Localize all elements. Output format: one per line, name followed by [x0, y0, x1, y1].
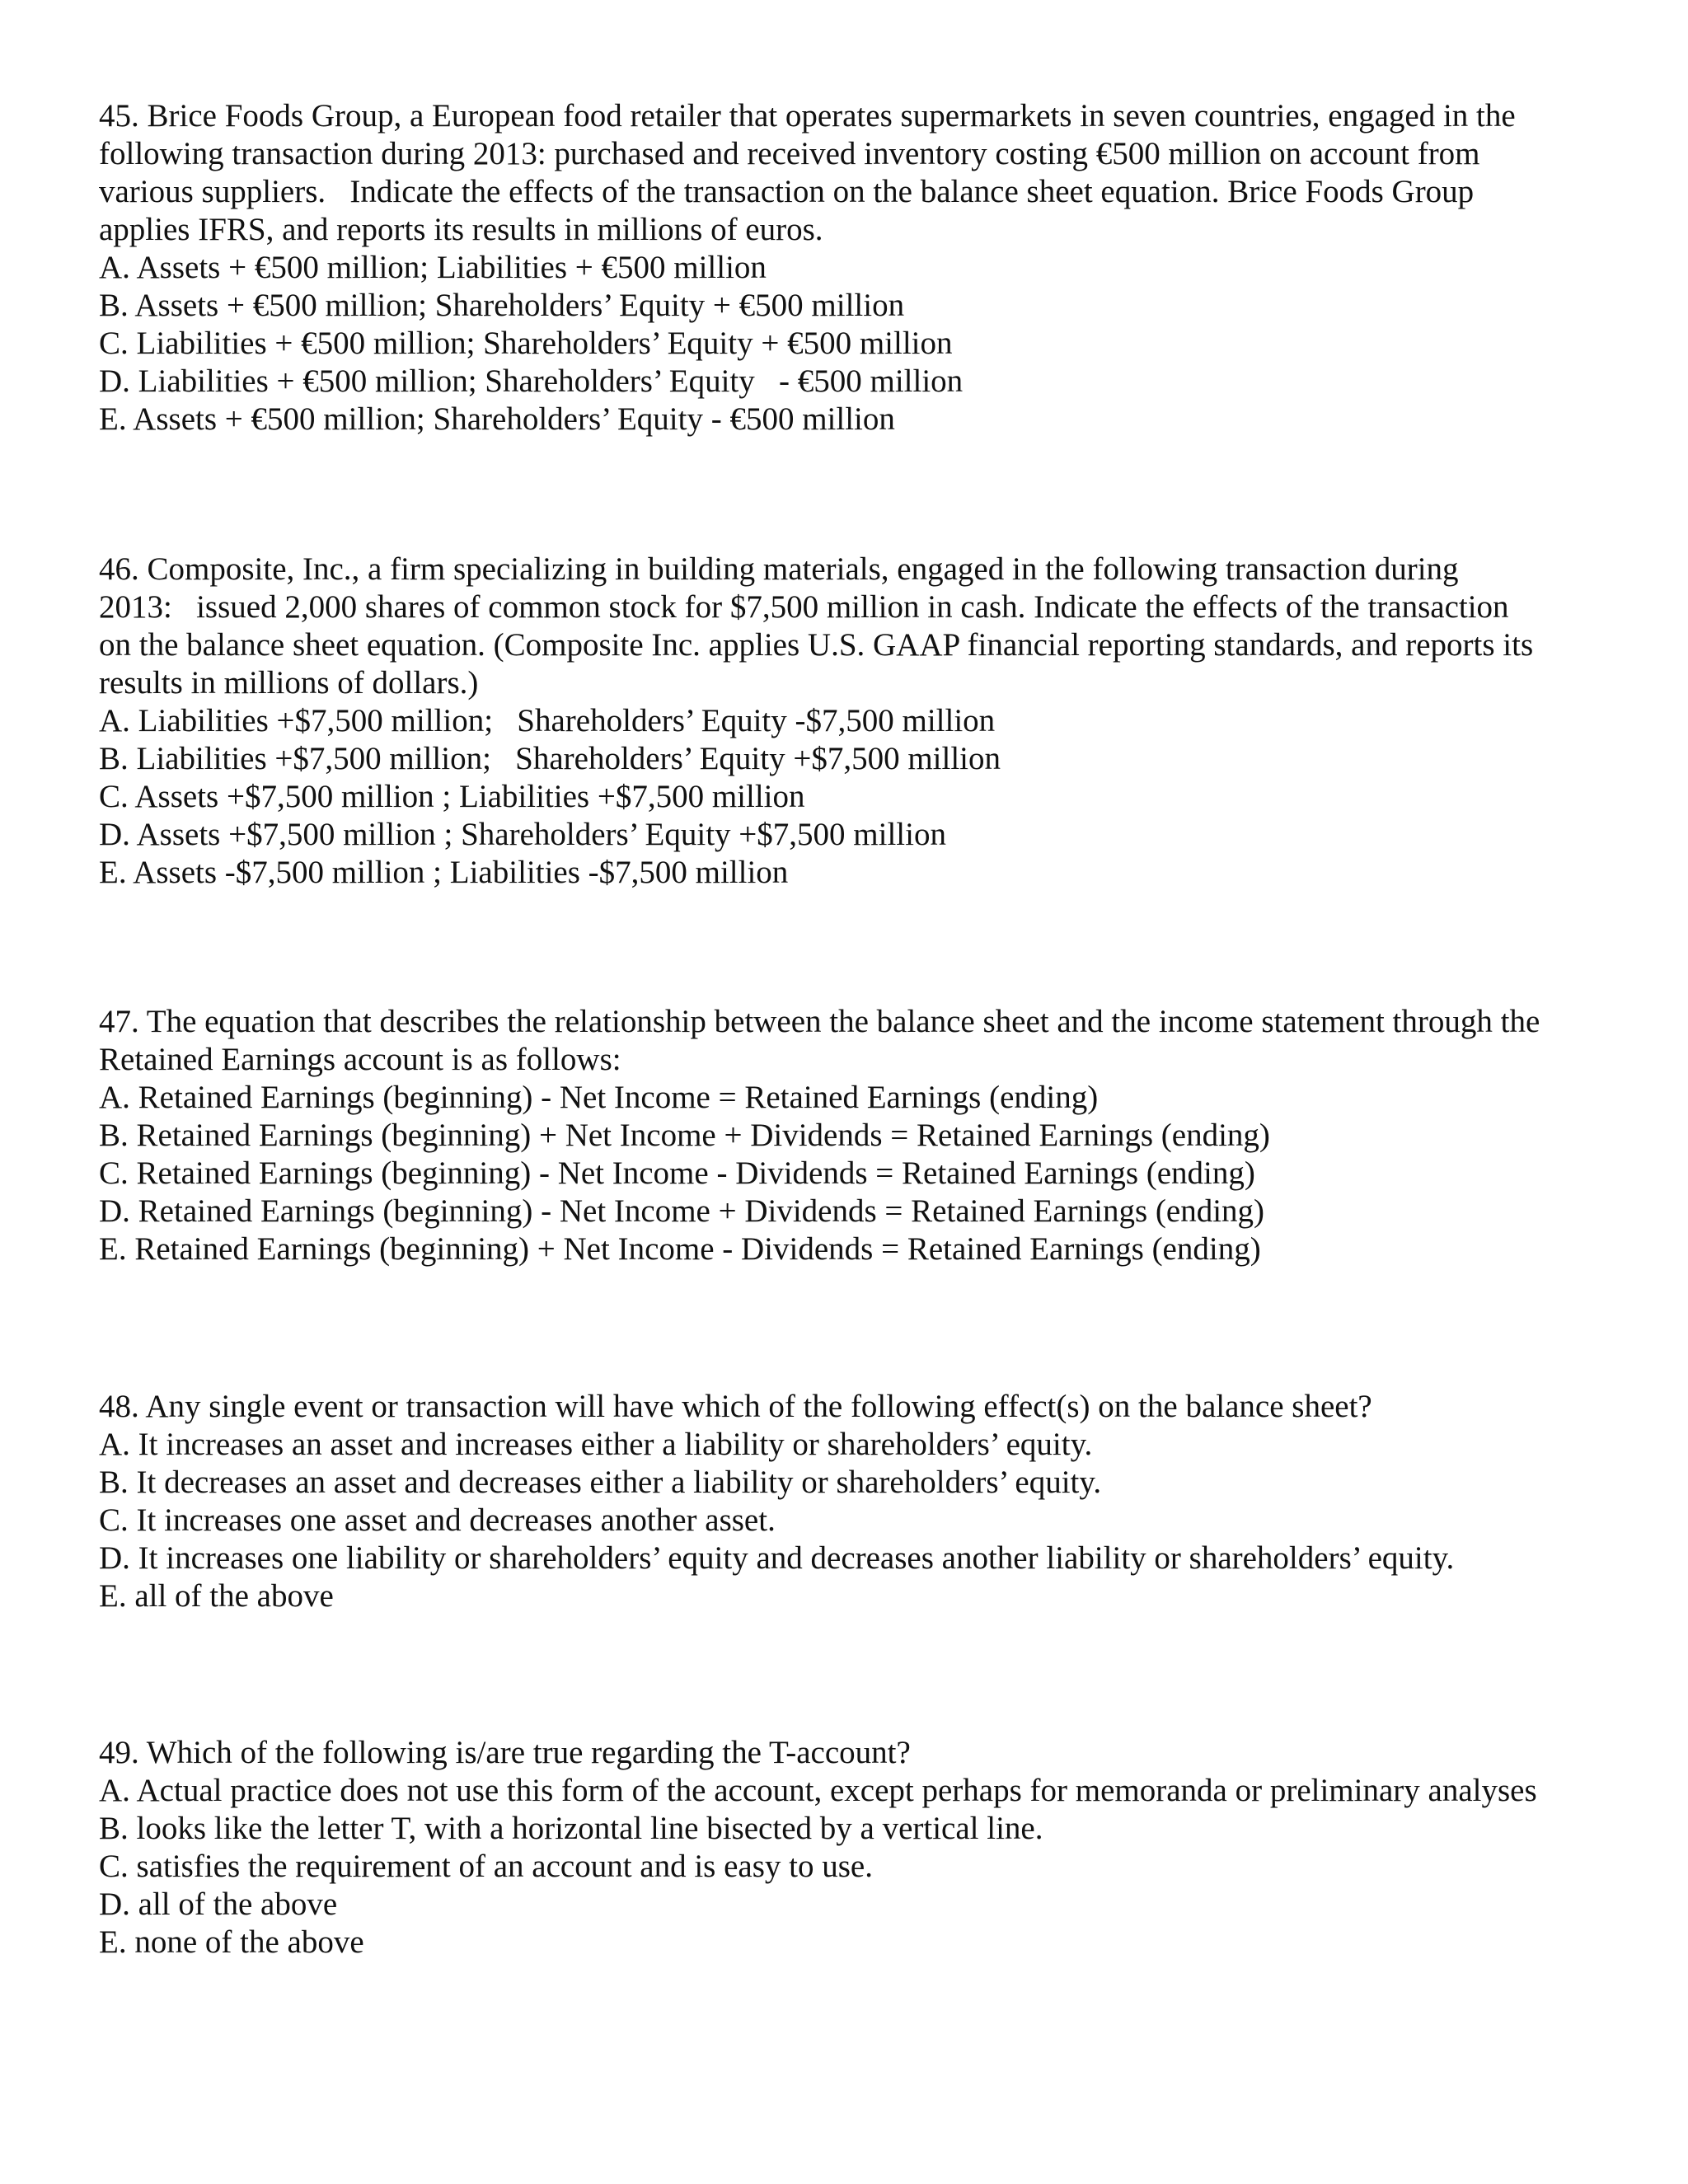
- answer-option-c: C. Assets +$7,500 million ; Liabilities +$7,500 million: [99, 779, 805, 814]
- answer-option-b: B. looks like the letter T, with a horizontal line bisected by a vertical line.: [99, 1811, 1043, 1846]
- answer-option-b: B. Liabilities +$7,500 million; Shareholders’ Equity +$7,500 million: [99, 741, 1001, 776]
- answer-option-e: E. Retained Earnings (beginning) + Net Income - Dividends = Retained Earnings (ending): [99, 1231, 1261, 1267]
- question-text-line: results in millions of dollars.): [99, 665, 479, 701]
- answer-option-d: D. Assets +$7,500 million ; Shareholders’ Equity +$7,500 million: [99, 817, 946, 852]
- answer-option-d: D. Retained Earnings (beginning) - Net Income + Dividends = Retained Earnings (ending): [99, 1193, 1265, 1229]
- question-text-line: 49. Which of the following is/are true regarding the T-account?: [99, 1735, 911, 1770]
- answer-option-a: A. Liabilities +$7,500 million; Shareholders’ Equity -$7,500 million: [99, 703, 996, 738]
- question-45: [99, 97, 1607, 438]
- answer-option-e: E. Assets -$7,500 million ; Liabilities -$7,500 million: [99, 855, 789, 890]
- question-46: [99, 551, 1607, 892]
- answer-option-a: A. It increases an asset and increases either a liability or shareholders’ equity.: [99, 1427, 1093, 1462]
- question-text-line: applies IFRS, and reports its results in millions of euros.: [99, 212, 823, 247]
- answer-option-c: C. It increases one asset and decreases another asset.: [99, 1502, 776, 1538]
- question-text-line: 45. Brice Foods Group, a European food retailer that operates supermarkets in seven countries, engaged in the: [99, 98, 1516, 134]
- answer-option-b: B. It decreases an asset and decreases either a liability or shareholders’ equity.: [99, 1465, 1102, 1500]
- question-text-line: 2013: issued 2,000 shares of common stock for $7,500 million in cash. Indicate the effects of the transaction: [99, 589, 1509, 625]
- answer-option-b: B. Assets + €500 million; Shareholders’ Equity + €500 million: [99, 288, 905, 323]
- question-text-line: various suppliers. Indicate the effects of the transaction on the balance sheet equation. Brice Foods Group: [99, 174, 1475, 209]
- question-48: [99, 1388, 1607, 1615]
- answer-option-a: A. Actual practice does not use this form of the account, except perhaps for memoranda or preliminary analyses: [99, 1773, 1537, 1808]
- answer-option-e: E. all of the above: [99, 1578, 334, 1614]
- answer-option-a: A. Retained Earnings (beginning) - Net Income = Retained Earnings (ending): [99, 1080, 1099, 1115]
- question-49: [99, 1734, 1607, 1961]
- question-text-line: Retained Earnings account is as follows:: [99, 1042, 621, 1077]
- answer-option-d: D. Liabilities + €500 million; Shareholders’ Equity - €500 million: [99, 363, 964, 399]
- answer-option-b: B. Retained Earnings (beginning) + Net Income + Dividends = Retained Earnings (ending): [99, 1118, 1270, 1153]
- question-47: [99, 1003, 1607, 1268]
- answer-option-d: D. It increases one liability or shareholders’ equity and decreases another liability or shareholders’ equity.: [99, 1540, 1455, 1576]
- answer-option-c: C. Liabilities + €500 million; Shareholders’ Equity + €500 million: [99, 326, 953, 361]
- answer-option-a: A. Assets + €500 million; Liabilities + €500 million: [99, 250, 767, 285]
- answer-option-c: C. Retained Earnings (beginning) - Net Income - Dividends = Retained Earnings (ending): [99, 1155, 1255, 1191]
- question-text-line: on the balance sheet equation. (Composite Inc. applies U.S. GAAP financial reporting standards, and reports its: [99, 627, 1534, 663]
- answer-option-e: E. none of the above: [99, 1924, 364, 1960]
- question-text-line: 48. Any single event or transaction will have which of the following effect(s) on the balance sheet?: [99, 1389, 1372, 1424]
- answer-option-d: D. all of the above: [99, 1886, 338, 1922]
- question-text-line: 46. Composite, Inc., a firm specializing in building materials, engaged in the following transaction during: [99, 551, 1459, 587]
- question-text-line: 47. The equation that describes the relationship between the balance sheet and the income statement through the: [99, 1004, 1540, 1039]
- answer-option-e: E. Assets + €500 million; Shareholders’ Equity - €500 million: [99, 401, 895, 437]
- answer-option-c: C. satisfies the requirement of an account and is easy to use.: [99, 1849, 873, 1884]
- question-text-line: following transaction during 2013: purchased and received inventory costing €500 million on account from: [99, 136, 1480, 171]
